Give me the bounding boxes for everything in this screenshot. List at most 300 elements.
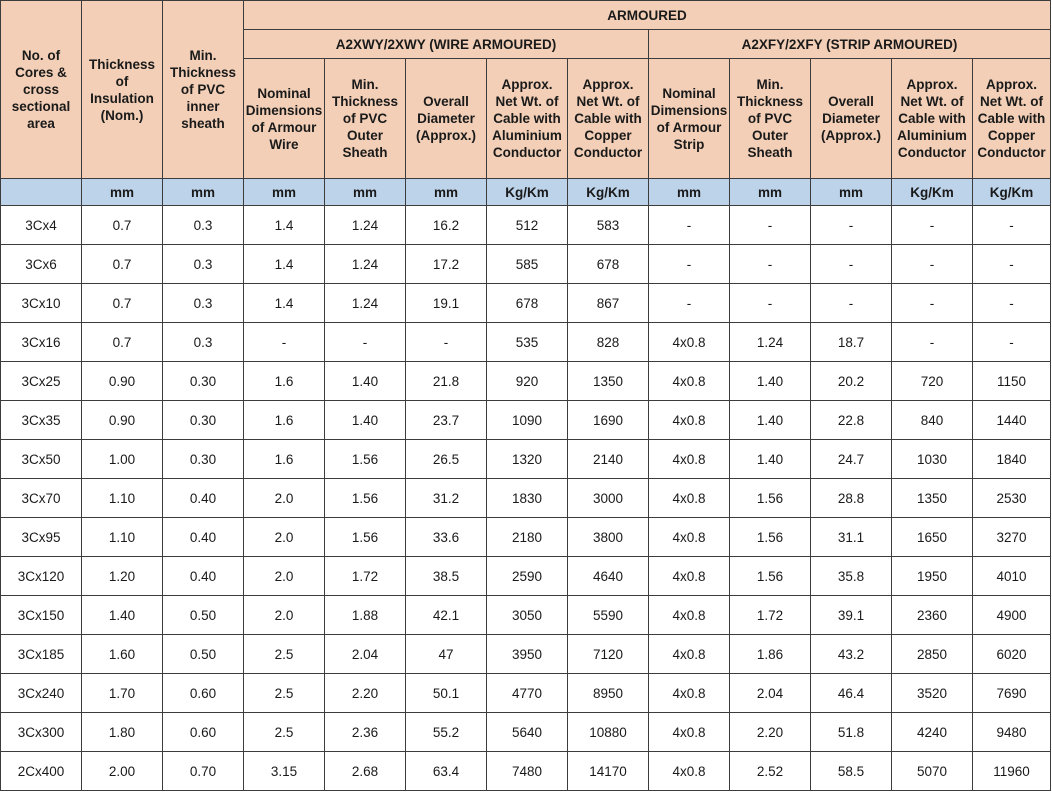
header-strip-col xyxy=(892,59,973,179)
value-cell: 4240 xyxy=(892,713,973,752)
value-cell: 1.20 xyxy=(82,557,163,596)
header-strip-col xyxy=(811,59,892,179)
header-cores xyxy=(1,1,82,179)
table-row xyxy=(1,206,1051,245)
unit-cell: mm xyxy=(406,179,487,206)
value-cell: 4770 xyxy=(487,674,568,713)
value-cell: 4x0.8 xyxy=(649,635,730,674)
unit-cell: Kg/Km xyxy=(973,179,1051,206)
value-cell: 4x0.8 xyxy=(649,362,730,401)
value-cell: 0.50 xyxy=(163,596,244,635)
value-cell: 1.56 xyxy=(325,518,406,557)
header-insulation-line: (Nom.) xyxy=(100,107,144,123)
value-cell: 2.20 xyxy=(325,674,406,713)
value-cell: 1690 xyxy=(568,401,649,440)
value-cell: 0.7 xyxy=(82,245,163,284)
value-cell: 5590 xyxy=(568,596,649,635)
value-cell: 2.5 xyxy=(244,635,325,674)
value-cell: 2.0 xyxy=(244,518,325,557)
value-cell: 0.3 xyxy=(163,206,244,245)
header-strip-col-line: Diameter xyxy=(822,111,880,126)
header-inner-sheath-line: Min. xyxy=(189,48,217,63)
table-row xyxy=(1,284,1051,323)
table-body xyxy=(1,179,1051,791)
header-strip-col-line: Cable with xyxy=(977,111,1046,126)
unit-cell: Kg/Km xyxy=(892,179,973,206)
value-cell: 19.1 xyxy=(406,284,487,323)
cores-cell: 3Cx50 xyxy=(1,440,82,479)
header-strip-col-line: Net Wt. of xyxy=(980,94,1043,109)
value-cell: 2.5 xyxy=(244,674,325,713)
header-wire-col-line: of Armour xyxy=(251,119,317,135)
value-cell: 0.90 xyxy=(82,401,163,440)
table-row xyxy=(1,752,1051,791)
value-cell: 1.6 xyxy=(244,401,325,440)
header-strip-col-line: Conductor xyxy=(897,145,967,160)
unit-cell: Kg/Km xyxy=(487,179,568,206)
header-wire-col-line: Thickness xyxy=(331,94,399,109)
value-cell: 9480 xyxy=(973,713,1051,752)
value-cell: 1.86 xyxy=(730,635,811,674)
value-cell: 55.2 xyxy=(406,713,487,752)
value-cell: 867 xyxy=(568,284,649,323)
value-cell: 4x0.8 xyxy=(649,323,730,362)
header-insulation xyxy=(82,1,163,179)
value-cell: 4x0.8 xyxy=(649,713,730,752)
value-cell: 720 xyxy=(892,362,973,401)
table-row xyxy=(1,635,1051,674)
value-cell: 2.0 xyxy=(244,479,325,518)
value-cell: 6020 xyxy=(973,635,1051,674)
header-strip-col-line: Thickness xyxy=(736,94,804,109)
value-cell: 46.4 xyxy=(811,674,892,713)
value-cell: 1.70 xyxy=(82,674,163,713)
header-wire-col-line: Cable with xyxy=(574,111,642,126)
value-cell: 8950 xyxy=(568,674,649,713)
header-strip-col-line: Overall xyxy=(828,94,874,109)
value-cell: 0.50 xyxy=(163,635,244,674)
value-cell: 678 xyxy=(568,245,649,284)
header-insulation-line: Insulation xyxy=(90,90,154,106)
value-cell: 1.56 xyxy=(325,440,406,479)
header-inner-sheath-line: inner xyxy=(186,99,220,114)
value-cell: 47 xyxy=(406,635,487,674)
header-wire-col-line: Outer xyxy=(346,128,383,143)
value-cell: 0.60 xyxy=(163,713,244,752)
value-cell: 2.04 xyxy=(730,674,811,713)
value-cell: 0.3 xyxy=(163,245,244,284)
value-cell: 1.00 xyxy=(82,440,163,479)
value-cell: 26.5 xyxy=(406,440,487,479)
value-cell: 1.40 xyxy=(82,596,163,635)
value-cell: 1.40 xyxy=(730,362,811,401)
value-cell: 512 xyxy=(487,206,568,245)
table-row xyxy=(1,518,1051,557)
value-cell: 38.5 xyxy=(406,557,487,596)
unit-cell: mm xyxy=(244,179,325,206)
value-cell: 2590 xyxy=(487,557,568,596)
value-cell: - xyxy=(973,323,1051,362)
header-wire-col-line: Diameter xyxy=(417,111,475,126)
value-cell: 0.7 xyxy=(82,323,163,362)
table-row xyxy=(1,362,1051,401)
value-cell: 585 xyxy=(487,245,568,284)
header-wire-col xyxy=(244,59,325,179)
header-wire-col-line: Dimensions xyxy=(245,102,323,118)
cores-cell: 3Cx35 xyxy=(1,401,82,440)
header-wire-col-line: Aluminium xyxy=(492,128,562,143)
value-cell: 3000 xyxy=(568,479,649,518)
value-cell: 2.68 xyxy=(325,752,406,791)
table-row xyxy=(1,440,1051,479)
value-cell: - xyxy=(730,245,811,284)
value-cell: 4x0.8 xyxy=(649,674,730,713)
value-cell: 10880 xyxy=(568,713,649,752)
value-cell: - xyxy=(811,206,892,245)
value-cell: 1.56 xyxy=(325,479,406,518)
value-cell: - xyxy=(973,284,1051,323)
header-wire-col-line: Sheath xyxy=(342,145,388,160)
value-cell: 4x0.8 xyxy=(649,479,730,518)
value-cell: 1350 xyxy=(568,362,649,401)
header-cores-line: No. of xyxy=(21,48,61,63)
value-cell: 1.72 xyxy=(730,596,811,635)
value-cell: 50.1 xyxy=(406,674,487,713)
value-cell: 51.8 xyxy=(811,713,892,752)
value-cell: 1.56 xyxy=(730,479,811,518)
header-wire-col-line: Net Wt. of xyxy=(495,94,559,109)
value-cell: 0.3 xyxy=(163,323,244,362)
value-cell: 1.4 xyxy=(244,284,325,323)
cores-cell: 3Cx16 xyxy=(1,323,82,362)
cores-cell: 3Cx25 xyxy=(1,362,82,401)
value-cell: 17.2 xyxy=(406,245,487,284)
header-insulation-line: of xyxy=(115,73,129,89)
table-header xyxy=(1,1,1051,179)
value-cell: 1.40 xyxy=(325,362,406,401)
value-cell: 535 xyxy=(487,323,568,362)
header-wire-col-line: Conductor xyxy=(492,145,562,160)
value-cell: 1.24 xyxy=(325,206,406,245)
value-cell: 2180 xyxy=(487,518,568,557)
header-wire-col-line: Net Wt. of xyxy=(576,94,640,109)
header-strip-col-line: Aluminium xyxy=(897,128,967,143)
value-cell: 2.36 xyxy=(325,713,406,752)
value-cell: 0.3 xyxy=(163,284,244,323)
value-cell: 4010 xyxy=(973,557,1051,596)
value-cell: 2.52 xyxy=(730,752,811,791)
value-cell: 1.80 xyxy=(82,713,163,752)
value-cell: 39.1 xyxy=(811,596,892,635)
value-cell: - xyxy=(649,206,730,245)
value-cell: 1.6 xyxy=(244,362,325,401)
header-wire-col-line: (Approx.) xyxy=(416,128,476,143)
cores-cell: 3Cx4 xyxy=(1,206,82,245)
table-row xyxy=(1,713,1051,752)
value-cell: 4x0.8 xyxy=(649,518,730,557)
unit-cell: mm xyxy=(649,179,730,206)
value-cell: - xyxy=(811,284,892,323)
value-cell: 23.7 xyxy=(406,401,487,440)
header-strip-col xyxy=(649,59,730,179)
header-strip-col xyxy=(973,59,1051,179)
value-cell: - xyxy=(406,323,487,362)
value-cell: 2.20 xyxy=(730,713,811,752)
header-wire-col-line: Conductor xyxy=(573,145,643,160)
value-cell: - xyxy=(244,323,325,362)
value-cell: 0.90 xyxy=(82,362,163,401)
header-inner-sheath xyxy=(163,1,244,179)
value-cell: 2.00 xyxy=(82,752,163,791)
value-cell: 4x0.8 xyxy=(649,401,730,440)
value-cell: - xyxy=(649,245,730,284)
value-cell: 1.60 xyxy=(82,635,163,674)
cores-cell: 3Cx185 xyxy=(1,635,82,674)
header-strip-col-line: Dimensions xyxy=(650,102,728,118)
value-cell: - xyxy=(973,206,1051,245)
value-cell: - xyxy=(730,206,811,245)
cores-cell: 2Cx400 xyxy=(1,752,82,791)
value-cell: 2.0 xyxy=(244,557,325,596)
cores-cell: 3Cx70 xyxy=(1,479,82,518)
value-cell: - xyxy=(730,284,811,323)
value-cell: - xyxy=(973,245,1051,284)
header-wire-armoured: A2XWY/2XWY (WIRE ARMOURED) xyxy=(244,30,649,59)
value-cell: - xyxy=(892,245,973,284)
value-cell: 21.8 xyxy=(406,362,487,401)
header-wire-col xyxy=(406,59,487,179)
value-cell: 3.15 xyxy=(244,752,325,791)
value-cell: 0.30 xyxy=(163,362,244,401)
value-cell: 0.60 xyxy=(163,674,244,713)
header-wire-col xyxy=(568,59,649,179)
header-cores-line: cross xyxy=(22,82,60,97)
header-cores-line: area xyxy=(27,116,55,131)
value-cell: 4900 xyxy=(973,596,1051,635)
value-cell: 3520 xyxy=(892,674,973,713)
header-wire-col-line: Approx. xyxy=(501,77,553,92)
value-cell: 1650 xyxy=(892,518,973,557)
value-cell: 828 xyxy=(568,323,649,362)
value-cell: 63.4 xyxy=(406,752,487,791)
value-cell: 7690 xyxy=(973,674,1051,713)
value-cell: 2140 xyxy=(568,440,649,479)
value-cell: 16.2 xyxy=(406,206,487,245)
value-cell: 1.24 xyxy=(730,323,811,362)
value-cell: 3270 xyxy=(973,518,1051,557)
value-cell: 1.4 xyxy=(244,245,325,284)
value-cell: 5070 xyxy=(892,752,973,791)
value-cell: 2850 xyxy=(892,635,973,674)
value-cell: 3050 xyxy=(487,596,568,635)
value-cell: 0.7 xyxy=(82,284,163,323)
cores-cell: 3Cx10 xyxy=(1,284,82,323)
value-cell: 2360 xyxy=(892,596,973,635)
value-cell: 1.10 xyxy=(82,518,163,557)
value-cell: 33.6 xyxy=(406,518,487,557)
value-cell: 1090 xyxy=(487,401,568,440)
header-strip-col-line: Nominal xyxy=(662,85,716,101)
value-cell: 1320 xyxy=(487,440,568,479)
value-cell: 2.0 xyxy=(244,596,325,635)
value-cell: 4x0.8 xyxy=(649,557,730,596)
value-cell: 0.70 xyxy=(163,752,244,791)
value-cell: 1.6 xyxy=(244,440,325,479)
value-cell: 2530 xyxy=(973,479,1051,518)
header-wire-col-line: Overall xyxy=(423,94,469,109)
value-cell: 11960 xyxy=(973,752,1051,791)
header-strip-col-line: Min. xyxy=(756,77,784,92)
header-strip-armoured: A2XFY/2XFY (STRIP ARMOURED) xyxy=(649,30,1051,59)
header-inner-sheath-line: Thickness xyxy=(169,65,237,80)
value-cell: 0.30 xyxy=(163,401,244,440)
value-cell: 31.1 xyxy=(811,518,892,557)
table-row xyxy=(1,245,1051,284)
cores-cell: 3Cx150 xyxy=(1,596,82,635)
value-cell: 4640 xyxy=(568,557,649,596)
header-inner-sheath-line: sheath xyxy=(181,116,225,131)
value-cell: 1.88 xyxy=(325,596,406,635)
value-cell: 1.24 xyxy=(325,284,406,323)
value-cell: 7120 xyxy=(568,635,649,674)
value-cell: 1.24 xyxy=(325,245,406,284)
table-row xyxy=(1,596,1051,635)
value-cell: - xyxy=(892,323,973,362)
value-cell: 4x0.8 xyxy=(649,752,730,791)
header-strip-col-line: Approx. xyxy=(906,77,958,92)
header-wire-col xyxy=(325,59,406,179)
header-strip-col-line: Copper xyxy=(987,128,1036,143)
header-cores-line: sectional xyxy=(11,99,71,114)
value-cell: 4x0.8 xyxy=(649,596,730,635)
cores-cell: 3Cx6 xyxy=(1,245,82,284)
unit-cell: mm xyxy=(730,179,811,206)
value-cell: 1.4 xyxy=(244,206,325,245)
cores-cell: 3Cx95 xyxy=(1,518,82,557)
value-cell: 840 xyxy=(892,401,973,440)
value-cell: 583 xyxy=(568,206,649,245)
value-cell: 1030 xyxy=(892,440,973,479)
header-strip-col xyxy=(730,59,811,179)
header-wire-col xyxy=(487,59,568,179)
value-cell: 1.72 xyxy=(325,557,406,596)
unit-cell xyxy=(1,179,82,206)
header-wire-col-line: Nominal xyxy=(257,85,311,101)
unit-cell: Kg/Km xyxy=(568,179,649,206)
header-cores-line: Cores & xyxy=(15,65,67,80)
cores-cell: 3Cx120 xyxy=(1,557,82,596)
header-strip-col-line: of Armour xyxy=(656,119,722,135)
header-wire-col-line: Wire xyxy=(269,136,299,152)
value-cell: 1.40 xyxy=(730,401,811,440)
value-cell: - xyxy=(325,323,406,362)
value-cell: 1.56 xyxy=(730,518,811,557)
value-cell: 42.1 xyxy=(406,596,487,635)
header-strip-col-line: Strip xyxy=(673,136,705,152)
header-wire-col-line: Cable with xyxy=(493,111,561,126)
unit-cell: mm xyxy=(811,179,892,206)
cores-cell: 3Cx300 xyxy=(1,713,82,752)
value-cell: - xyxy=(811,245,892,284)
value-cell: 0.40 xyxy=(163,557,244,596)
value-cell: 18.7 xyxy=(811,323,892,362)
value-cell: 4x0.8 xyxy=(649,440,730,479)
value-cell: 28.8 xyxy=(811,479,892,518)
header-strip-col-line: (Approx.) xyxy=(821,128,881,143)
header-wire-col-line: Copper xyxy=(584,128,632,143)
value-cell: 0.40 xyxy=(163,479,244,518)
value-cell: 3950 xyxy=(487,635,568,674)
header-strip-col-line: of PVC xyxy=(747,111,793,126)
value-cell: 1830 xyxy=(487,479,568,518)
value-cell: - xyxy=(649,284,730,323)
value-cell: 14170 xyxy=(568,752,649,791)
table-row xyxy=(1,479,1051,518)
header-wire-col-line: of PVC xyxy=(342,111,388,126)
value-cell: 1.10 xyxy=(82,479,163,518)
unit-cell: mm xyxy=(325,179,406,206)
value-cell: 1440 xyxy=(973,401,1051,440)
value-cell: 43.2 xyxy=(811,635,892,674)
value-cell: 1950 xyxy=(892,557,973,596)
value-cell: 1150 xyxy=(973,362,1051,401)
value-cell: 678 xyxy=(487,284,568,323)
header-wire-col-line: Approx. xyxy=(582,77,634,92)
table-row xyxy=(1,323,1051,362)
value-cell: 2.04 xyxy=(325,635,406,674)
value-cell: 24.7 xyxy=(811,440,892,479)
value-cell: 1.40 xyxy=(325,401,406,440)
header-inner-sheath-line: of PVC xyxy=(180,82,226,97)
header-strip-col-line: Conductor xyxy=(977,145,1046,160)
header-armoured: ARMOURED xyxy=(244,1,1051,30)
value-cell: 0.40 xyxy=(163,518,244,557)
unit-cell: mm xyxy=(163,179,244,206)
value-cell: 20.2 xyxy=(811,362,892,401)
units-row xyxy=(1,179,1051,206)
header-strip-col-line: Cable with xyxy=(898,111,966,126)
value-cell: 920 xyxy=(487,362,568,401)
value-cell: 1.40 xyxy=(730,440,811,479)
table-row xyxy=(1,557,1051,596)
value-cell: 35.8 xyxy=(811,557,892,596)
value-cell: 3800 xyxy=(568,518,649,557)
header-strip-col-line: Sheath xyxy=(747,145,793,160)
value-cell: 31.2 xyxy=(406,479,487,518)
value-cell: - xyxy=(892,206,973,245)
header-wire-col-line: Min. xyxy=(351,77,379,92)
value-cell: 0.7 xyxy=(82,206,163,245)
unit-cell: mm xyxy=(82,179,163,206)
value-cell: 2.5 xyxy=(244,713,325,752)
table-row xyxy=(1,674,1051,713)
value-cell: 5640 xyxy=(487,713,568,752)
value-cell: 1.56 xyxy=(730,557,811,596)
value-cell: 7480 xyxy=(487,752,568,791)
value-cell: 58.5 xyxy=(811,752,892,791)
header-strip-col-line: Outer xyxy=(751,128,788,143)
header-strip-col-line: Approx. xyxy=(985,77,1037,92)
header-insulation-line: Thickness xyxy=(88,56,156,72)
cores-cell: 3Cx240 xyxy=(1,674,82,713)
value-cell: - xyxy=(892,284,973,323)
table-row xyxy=(1,401,1051,440)
value-cell: 1350 xyxy=(892,479,973,518)
value-cell: 22.8 xyxy=(811,401,892,440)
value-cell: 1840 xyxy=(973,440,1051,479)
header-strip-col-line: Net Wt. of xyxy=(900,94,964,109)
value-cell: 0.30 xyxy=(163,440,244,479)
